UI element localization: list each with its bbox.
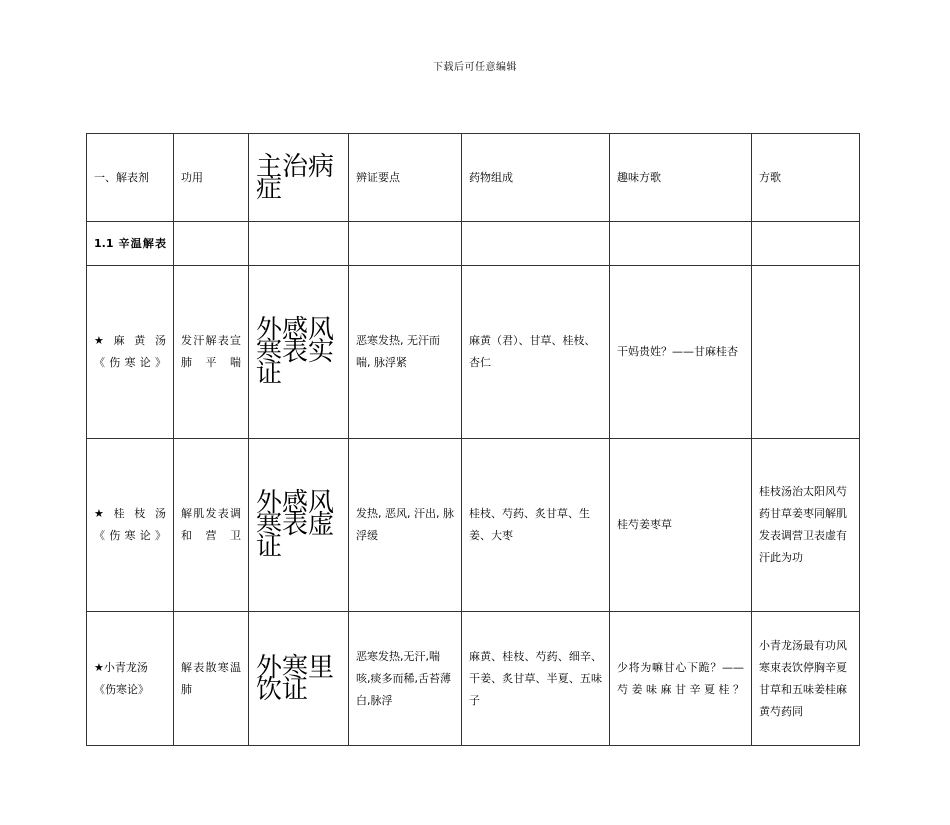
formula-key-points: 恶寒发热,无汗,喘咳,痰多而稀,舌苔薄白,脉浮 bbox=[349, 612, 462, 746]
table-row bbox=[87, 439, 860, 612]
formula-composition: 桂枝、芍药、炙甘草、生姜、大枣 bbox=[462, 439, 610, 612]
header-composition: 药物组成 bbox=[462, 134, 610, 222]
table-row bbox=[87, 266, 860, 439]
section-empty-cell bbox=[610, 222, 752, 266]
header-fun-verse: 趣味方歌 bbox=[610, 134, 752, 222]
header-note: 下载后可任意编辑 bbox=[433, 62, 517, 73]
formula-fun-verse: 少将为嘛甘心下跪？——芍姜味麻甘辛夏桂？ bbox=[610, 612, 752, 746]
formula-name: ★ 麻 黄 汤《伤寒论》 bbox=[87, 266, 174, 439]
formula-function: 发汗解表宣肺平喘 bbox=[174, 266, 249, 439]
formula-function: 解表散寒温肺 bbox=[174, 612, 249, 746]
formula-table bbox=[86, 133, 860, 746]
section-empty-cell bbox=[752, 222, 860, 266]
section-row bbox=[87, 222, 860, 266]
formula-function: 解肌发表调和营卫 bbox=[174, 439, 249, 612]
header-row bbox=[87, 134, 860, 222]
formula-fun-verse: 桂芍姜枣草 bbox=[610, 439, 752, 612]
formula-verse bbox=[752, 266, 860, 439]
formula-fun-verse: 干妈贵姓？——甘麻桂杏 bbox=[610, 266, 752, 439]
formula-verse: 小青龙汤最有功风寒束表饮停胸辛夏甘草和五味姜桂麻黄芍药同 bbox=[752, 612, 860, 746]
header-function: 功用 bbox=[174, 134, 249, 222]
header-verse: 方歌 bbox=[752, 134, 860, 222]
formula-indication: 外寒里饮证 bbox=[249, 612, 349, 746]
formula-composition: 麻黄、桂枝、芍药、细辛、干姜、炙甘草、半夏、五味子 bbox=[462, 612, 610, 746]
section-empty-cell bbox=[174, 222, 249, 266]
formula-verse: 桂枝汤治太阳风芍药甘草姜枣同解肌发表调营卫表虚有汗此为功 bbox=[752, 439, 860, 612]
formula-indication: 外感风寒表实证 bbox=[249, 266, 349, 439]
section-empty-cell bbox=[249, 222, 349, 266]
header-category: 一、解表剂 bbox=[87, 134, 174, 222]
formula-indication: 外感风寒表虚证 bbox=[249, 439, 349, 612]
header-key-points: 辨证要点 bbox=[349, 134, 462, 222]
table-row bbox=[87, 612, 860, 746]
section-empty-cell bbox=[349, 222, 462, 266]
formula-name: ★ 桂 枝 汤《伤寒论》 bbox=[87, 439, 174, 612]
formula-name: ★小青龙汤《伤寒论》 bbox=[87, 612, 174, 746]
header-indication: 主治病症 bbox=[249, 134, 349, 222]
section-empty-cell bbox=[462, 222, 610, 266]
formula-composition: 麻黄（君）、甘草、桂枝、杏仁 bbox=[462, 266, 610, 439]
section-label: 1.1 辛温解表 bbox=[87, 222, 174, 266]
formula-key-points: 恶寒发热, 无汗而喘, 脉浮紧 bbox=[349, 266, 462, 439]
formula-key-points: 发热, 恶风, 汗出, 脉浮缓 bbox=[349, 439, 462, 612]
